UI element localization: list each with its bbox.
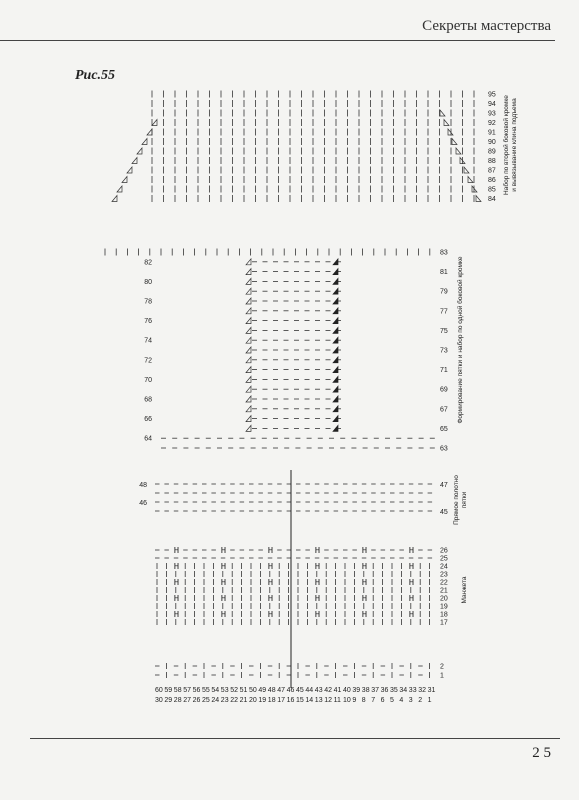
cable-mark: H <box>267 594 274 604</box>
column-number-top: 47 <box>277 687 285 694</box>
row-number: 76 <box>144 318 152 326</box>
decrease-filled-triangle-mark <box>333 327 338 333</box>
decrease-filled-triangle-mark <box>333 298 338 304</box>
decrease-triangle-mark <box>246 288 251 294</box>
cable-mark: H <box>173 594 180 604</box>
decrease-triangle-mark <box>246 406 251 412</box>
column-number-bottom: 23 <box>220 697 229 704</box>
decrease-triangle-mark <box>152 120 157 126</box>
column-number-bottom: 15 <box>296 697 304 704</box>
row-number: 23 <box>440 571 448 579</box>
column-number-top: 49 <box>258 687 267 694</box>
cable-mark: H <box>408 562 415 572</box>
row-number: 2 <box>440 663 444 671</box>
decrease-filled-triangle-mark <box>333 269 338 275</box>
decrease-triangle-mark <box>132 158 137 164</box>
row-number: 25 <box>440 555 448 563</box>
column-number-top: 57 <box>183 687 191 694</box>
cable-mark: H <box>267 562 274 572</box>
column-number-bottom: 13 <box>314 697 323 704</box>
decrease-filled-triangle-mark <box>333 396 338 402</box>
decrease-triangle-mark <box>246 298 251 304</box>
row-number: 94 <box>488 101 496 108</box>
decrease-filled-triangle-mark <box>333 259 338 265</box>
side-label-section2: Формирование пятки и набор по одной боковой кромке <box>457 256 464 424</box>
row-number: 81 <box>440 269 448 277</box>
column-number-bottom: 29 <box>164 697 173 704</box>
chart-section-instep-wedge <box>112 91 496 204</box>
decrease-triangle-mark <box>127 167 132 173</box>
decrease-triangle-mark <box>246 367 251 373</box>
column-number-top: 58 <box>173 687 182 694</box>
cable-mark: H <box>314 594 321 604</box>
cable-mark: H <box>408 610 415 620</box>
row-number: 18 <box>440 611 448 619</box>
row-number: 93 <box>488 110 496 118</box>
column-number-top: 56 <box>192 687 201 694</box>
decrease-triangle-mark <box>456 148 461 154</box>
column-number-bottom: 4 <box>399 697 404 704</box>
column-number-top: 38 <box>361 687 370 694</box>
column-number-bottom: 16 <box>286 697 295 704</box>
row-number: 66 <box>144 416 152 424</box>
cable-mark: H <box>220 594 227 604</box>
row-number: 82 <box>144 259 152 267</box>
row-number: 84 <box>488 196 496 203</box>
column-number-top: 59 <box>164 687 173 694</box>
decrease-filled-triangle-mark <box>333 278 338 284</box>
decrease-filled-triangle-mark <box>333 347 338 353</box>
cable-mark: H <box>267 610 274 620</box>
side-label-section3b: пятки <box>461 491 468 509</box>
column-number-top: 46 <box>286 687 295 694</box>
decrease-triangle-mark <box>246 386 251 392</box>
cable-mark: H <box>220 562 227 572</box>
decrease-triangle-mark <box>246 259 251 265</box>
column-number-bottom: 17 <box>277 697 285 704</box>
decrease-triangle-mark <box>246 337 251 343</box>
column-number-bottom: 24 <box>211 697 220 704</box>
column-number-bottom: 27 <box>183 697 191 704</box>
column-number-bottom: 6 <box>380 697 385 704</box>
decrease-triangle-mark <box>142 139 147 145</box>
column-number-top: 34 <box>399 687 408 694</box>
row-number: 89 <box>488 148 496 156</box>
row-number: 86 <box>488 177 496 184</box>
column-number-bottom: 12 <box>324 697 332 704</box>
cable-mark: H <box>361 562 368 572</box>
decrease-triangle-mark <box>246 396 251 402</box>
decrease-triangle-mark <box>246 308 251 314</box>
side-label-section1b: и вывязывание клина подъема <box>511 98 518 192</box>
column-number-bottom: 14 <box>305 697 314 704</box>
decrease-filled-triangle-mark <box>333 308 338 314</box>
row-number: 45 <box>440 509 448 516</box>
row-number: 85 <box>488 186 496 194</box>
column-number-bottom: 22 <box>230 697 238 704</box>
decrease-triangle-mark <box>246 269 251 275</box>
decrease-filled-triangle-mark <box>333 367 338 373</box>
chart-section-heel-flap <box>139 482 448 516</box>
row-number: 72 <box>144 357 152 365</box>
column-number-bottom: 5 <box>390 697 394 704</box>
decrease-filled-triangle-mark <box>333 337 338 343</box>
row-number: 24 <box>440 563 448 571</box>
row-number: 75 <box>440 327 448 335</box>
row-number: 69 <box>440 386 448 394</box>
decrease-triangle-mark <box>476 196 481 202</box>
column-number-top: 31 <box>427 687 436 694</box>
side-label-section3: Прямое полотно <box>453 475 460 525</box>
column-number-top: 40 <box>343 687 351 694</box>
row-number: 83 <box>440 249 448 257</box>
row-number: 74 <box>144 337 152 345</box>
column-number-bottom: 10 <box>343 697 351 704</box>
row-number: 26 <box>440 547 448 555</box>
column-number-top: 50 <box>249 687 257 694</box>
column-number-bottom: 8 <box>361 697 366 704</box>
decrease-triangle-mark <box>440 110 445 116</box>
column-number-bottom: 21 <box>239 697 248 704</box>
cable-mark: H <box>361 594 368 604</box>
row-number: 95 <box>488 91 496 99</box>
cable-mark: H <box>314 578 321 588</box>
row-number: 68 <box>144 396 152 404</box>
cable-mark: H <box>267 546 274 556</box>
page-number: 2 5 <box>532 745 551 761</box>
decrease-triangle-mark <box>147 129 152 135</box>
column-number-top: 32 <box>418 687 426 694</box>
column-number-bottom: 25 <box>202 697 210 704</box>
column-number-top: 36 <box>380 687 389 694</box>
cable-mark: H <box>173 562 180 572</box>
row-number: 77 <box>440 308 448 316</box>
cable-mark: H <box>173 578 180 588</box>
row-number: 67 <box>440 406 448 414</box>
cable-mark: H <box>361 610 368 620</box>
running-header-title: Секреты мастерства <box>422 18 551 34</box>
decrease-triangle-mark <box>122 177 127 183</box>
column-number-top: 55 <box>202 687 210 694</box>
decrease-triangle-mark <box>448 129 453 135</box>
row-number: 63 <box>440 445 448 453</box>
row-number: 90 <box>488 139 496 146</box>
column-number-top: 60 <box>155 687 163 694</box>
row-number: 47 <box>440 482 448 489</box>
row-number: 71 <box>440 367 448 375</box>
decrease-triangle-mark <box>452 139 457 145</box>
column-number-bottom: 2 <box>418 697 423 704</box>
row-number: 48 <box>139 482 147 489</box>
cable-mark: H <box>220 610 227 620</box>
decrease-filled-triangle-mark <box>333 425 338 431</box>
row-number: 21 <box>440 587 448 595</box>
cable-mark: H <box>314 562 321 572</box>
figure-label: Рис.55 <box>75 68 116 83</box>
row-number: 46 <box>139 500 147 507</box>
row-number: 65 <box>440 425 448 433</box>
side-label-section4: Манжета <box>461 576 468 604</box>
row-number: 19 <box>440 603 448 611</box>
decrease-filled-triangle-mark <box>333 386 338 392</box>
column-number-top: 48 <box>267 687 276 694</box>
row-number: 78 <box>144 298 152 306</box>
row-number: 87 <box>488 167 496 175</box>
cable-mark: H <box>314 546 321 556</box>
column-number-bottom: 7 <box>371 697 376 704</box>
decrease-triangle-mark <box>246 416 251 422</box>
column-number-bottom: 18 <box>267 697 276 704</box>
row-number: 80 <box>144 278 152 286</box>
column-number-top: 45 <box>296 687 304 694</box>
column-number-top: 42 <box>324 687 332 694</box>
column-number-top: 54 <box>211 687 220 694</box>
column-number-top: 53 <box>220 687 229 694</box>
cable-mark: H <box>220 578 227 588</box>
decrease-triangle-mark <box>246 327 251 333</box>
column-number-top: 51 <box>239 687 248 694</box>
decrease-triangle-mark <box>246 347 251 353</box>
decrease-triangle-mark <box>117 186 122 192</box>
chart-section-cuff <box>155 546 448 680</box>
decrease-triangle-mark <box>464 167 469 173</box>
row-number: 73 <box>440 347 448 355</box>
row-number: 17 <box>440 619 448 627</box>
cable-mark: H <box>408 578 415 588</box>
decrease-triangle-mark <box>137 148 142 154</box>
column-number-bottom: 1 <box>427 697 432 704</box>
column-number-bottom: 9 <box>352 697 357 704</box>
cable-mark: H <box>173 546 180 556</box>
chart-section-heel-shaping <box>105 249 448 453</box>
side-label-section1: Набор по второй боковой кромке <box>503 95 510 195</box>
cable-mark: H <box>220 546 227 556</box>
decrease-triangle-mark <box>246 278 251 284</box>
decrease-filled-triangle-mark <box>333 416 338 422</box>
decrease-filled-triangle-mark <box>333 357 338 363</box>
decrease-triangle-mark <box>468 177 473 183</box>
column-number-top: 44 <box>305 687 314 694</box>
decrease-triangle-mark <box>444 120 449 126</box>
row-number: 79 <box>440 288 448 296</box>
column-number-top: 43 <box>314 687 323 694</box>
column-number-bottom: 3 <box>408 697 413 704</box>
decrease-triangle-mark <box>246 357 251 363</box>
decrease-filled-triangle-mark <box>333 406 338 412</box>
column-number-bottom: 19 <box>258 697 267 704</box>
cable-mark: H <box>361 578 368 588</box>
cable-mark: H <box>173 610 180 620</box>
decrease-triangle-mark <box>246 318 251 324</box>
decrease-triangle-mark <box>112 196 117 202</box>
row-number: 1 <box>440 672 444 680</box>
row-number: 88 <box>488 158 496 165</box>
column-number-bottom: 20 <box>249 697 257 704</box>
column-number-top: 33 <box>408 687 417 694</box>
column-number-top: 37 <box>371 687 379 694</box>
decrease-triangle-mark <box>246 425 251 431</box>
column-number-bottom: 30 <box>155 697 163 704</box>
row-number: 20 <box>440 595 448 603</box>
column-number-top: 52 <box>230 687 238 694</box>
decrease-triangle-mark <box>472 186 477 192</box>
row-number: 70 <box>144 376 152 384</box>
row-number: 22 <box>440 579 448 587</box>
column-number-top: 39 <box>352 687 361 694</box>
row-number: 91 <box>488 129 496 137</box>
column-numbers <box>155 687 435 704</box>
column-number-bottom: 11 <box>333 697 341 704</box>
decrease-filled-triangle-mark <box>333 376 338 382</box>
column-number-top: 41 <box>333 687 342 694</box>
cable-mark: H <box>408 546 415 556</box>
cable-mark: H <box>314 610 321 620</box>
column-number-bottom: 26 <box>192 697 201 704</box>
cable-mark: H <box>408 594 415 604</box>
column-number-top: 35 <box>390 687 398 694</box>
row-number: 64 <box>144 435 152 443</box>
decrease-triangle-mark <box>246 376 251 382</box>
column-number-bottom: 28 <box>173 697 182 704</box>
row-number: 92 <box>488 120 496 127</box>
cable-mark: H <box>267 578 274 588</box>
decrease-filled-triangle-mark <box>333 288 338 294</box>
cable-mark: H <box>361 546 368 556</box>
decrease-filled-triangle-mark <box>333 318 338 324</box>
